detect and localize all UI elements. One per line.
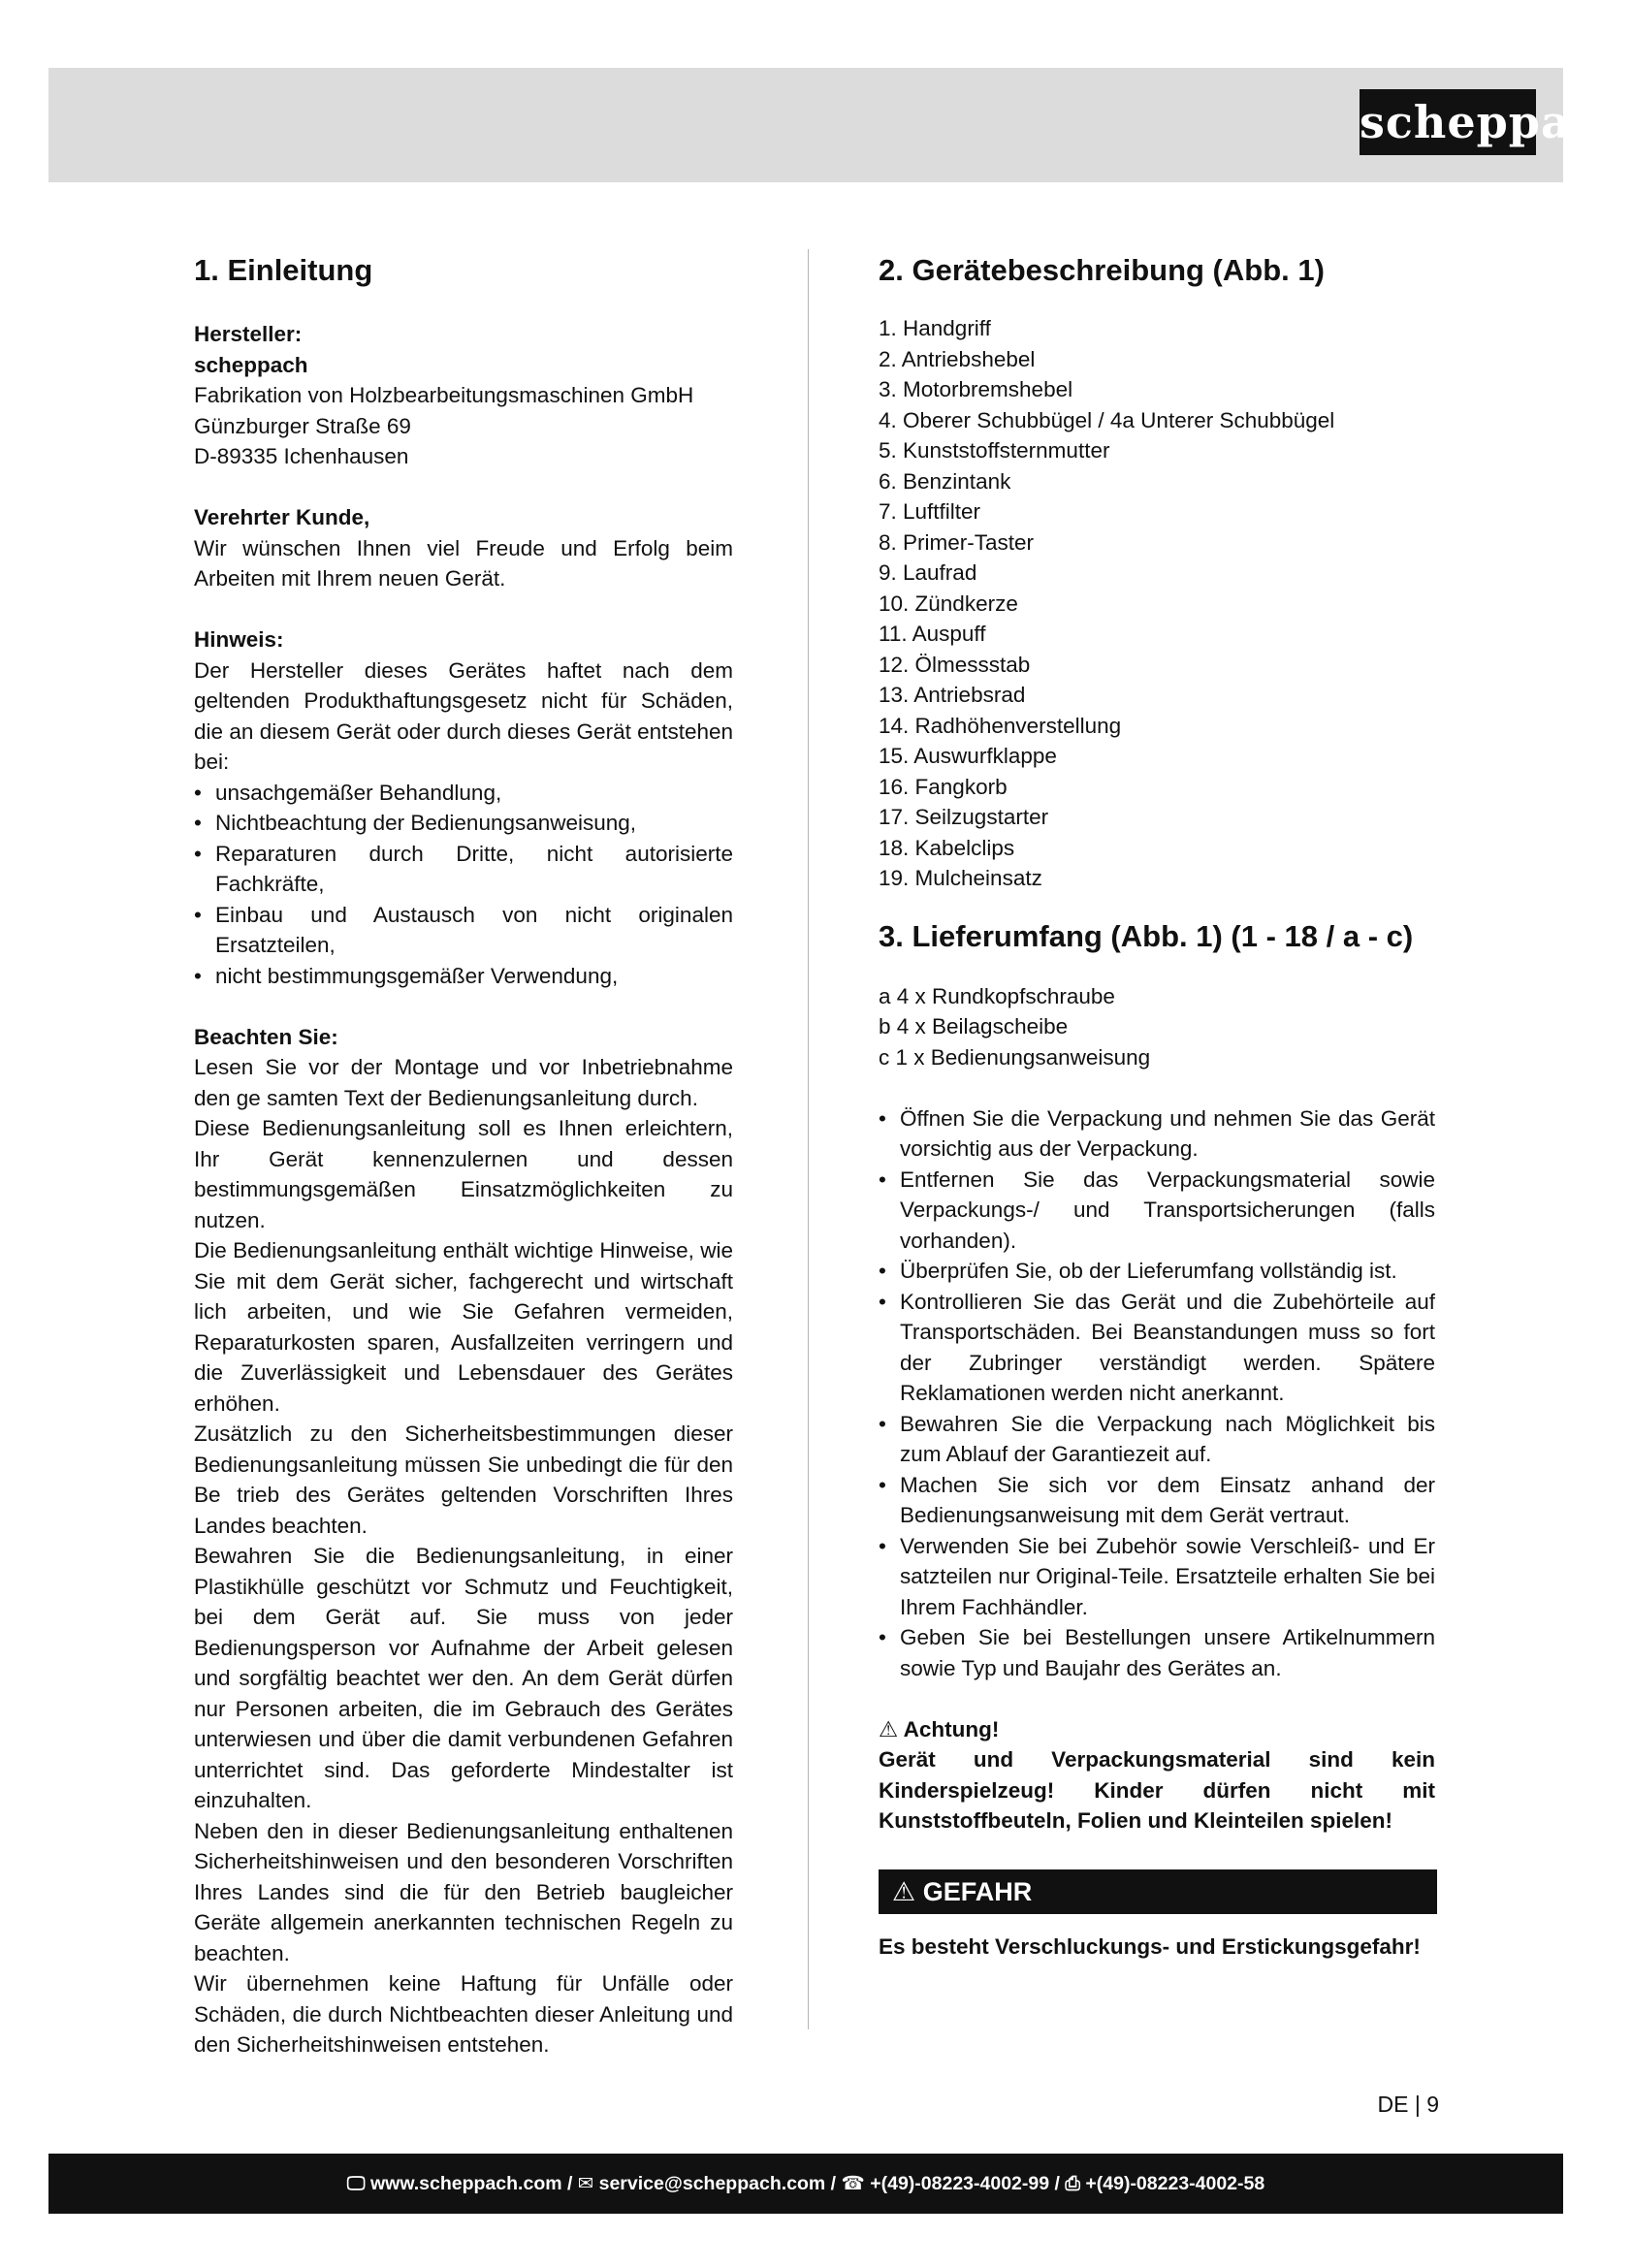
list-item: 13. Antriebsrad — [879, 683, 1026, 707]
note-label: Hinweis: — [194, 627, 284, 652]
note-text: Der Hersteller dieses Gerätes haftet nach dem geltenden Produkthaftungsgesetz nicht für Schäden, die an diesem Gerät oder durch dieses Gerät entstehen bei: — [194, 657, 733, 774]
address-line: Fabrikation von Holzbearbeitungsmaschinen GmbH — [194, 383, 694, 407]
section-heading-device-description: 2. Gerätebeschreibung (Abb. 1) — [879, 253, 1325, 287]
website-link[interactable]: www.scheppach.com — [369, 2173, 562, 2194]
list-item: 7. Luftfilter — [879, 499, 981, 524]
list-item: 6. Benzintank — [879, 468, 1011, 494]
section-heading-introduction: 1. Einleitung — [194, 253, 373, 287]
parts-list — [879, 313, 1435, 894]
page-number: DE | 9 — [1377, 2092, 1439, 2117]
list-item: 4. Oberer Schubbügel / 4a Unterer Schubbügel — [879, 407, 1335, 432]
list-item: 1. Handgriff — [879, 316, 991, 340]
manufacturer-name: scheppach — [194, 352, 308, 377]
list-item: 11. Auspuff — [879, 622, 986, 646]
manufacturer-label: Hersteller: — [194, 322, 303, 346]
footer-band: 🖵 www.scheppach.com / ✉ service@scheppach.com / ☎ +(49)-08223-4002-99 / ⎙ +(49)-08223-4002-58 — [48, 2154, 1563, 2214]
list-item: • nicht bestimmungsgemäßer Verwendung, — [194, 961, 733, 992]
list-item: 9. Laufrad — [879, 560, 977, 585]
list-item: • Reparaturen durch Dritte, nicht autorisierte Fachkräfte, — [194, 839, 733, 900]
phone-icon: ☎ — [841, 2173, 871, 2194]
address-line: D-89335 Ichenhausen — [194, 444, 409, 468]
list-item: 19. Mulcheinsatz — [879, 866, 1042, 890]
list-item: 18. Kabelclips — [879, 835, 1015, 860]
list-item: • unsachgemäßer Behandlung, — [194, 778, 733, 809]
scope-list — [879, 981, 1435, 1073]
list-item: • Nichtbeachtung der Bedienungsanweisung, — [194, 808, 733, 839]
mail-icon: ✉ — [577, 2173, 599, 2194]
list-item: • Bewahren Sie die Verpackung nach Möglichkeit bis zum Ablauf der Garantiezeit auf. — [879, 1409, 1435, 1470]
list-item: • Einbau und Austausch von nicht originalen Ersatzteilen, — [194, 900, 733, 961]
list-item: • Öffnen Sie die Verpackung und nehmen Sie das Gerät vorsichtig aus der Verpackung. — [879, 1103, 1435, 1165]
list-item: • Entfernen Sie das Verpackungsmaterial sowie Verpackungs-/ und Transportsicherungen (falls vorhanden). — [879, 1165, 1435, 1257]
list-item: • Überprüfen Sie, ob der Lieferumfang vollständig ist. — [879, 1256, 1435, 1287]
caution-title: ⚠ Achtung! — [879, 1716, 1000, 1741]
caution-text: Gerät und Verpackungsmaterial sind kein Kinderspielzeug! Kinder dürfen nicht mit Kunststoffbeuteln, Folien und Kleinteilen spielen! — [879, 1747, 1435, 1833]
dear-customer-text: Wir wünschen Ihnen viel Freude und Erfolg beim Arbeiten mit Ihrem neuen Gerät. — [194, 535, 733, 591]
dear-customer-label: Verehrter Kunde, — [194, 505, 370, 529]
observe-label: Beachten Sie: — [194, 1024, 338, 1049]
left-column — [194, 247, 733, 2060]
list-item: c 1 x Bedienungsanweisung — [879, 1044, 1151, 1070]
header-band — [48, 68, 1632, 182]
section-heading-scope-of-delivery: 3. Lieferumfang (Abb. 1) (1 - 18 / a - c) — [879, 918, 1414, 953]
address-line: Günzburger Straße 69 — [194, 413, 411, 438]
list-item: • Kontrollieren Sie das Gerät und die Zubehörteile auf Transportschäden. Bei Beanstandungen muss so fort der Zubringer verständigt werden. Spätere Reklamationen werden nicht anerkannt. — [879, 1287, 1435, 1409]
list-item: 10. Zündkerze — [879, 591, 1018, 616]
fax-icon: ⎙ — [1065, 2173, 1086, 2194]
list-item: 17. Seilzugstarter — [879, 805, 1049, 829]
list-item: a 4 x Rundkopfschraube — [879, 983, 1115, 1008]
observe-paragraph: Lesen Sie vor der Montage und vor Inbetriebnahme den ge samten Text der Bedienungsanleitung durch. — [194, 1055, 733, 1110]
monitor-icon: 🖵 — [346, 2173, 370, 2194]
note-bullet-list — [194, 778, 733, 992]
brand-logo: scheppach — [1360, 89, 1536, 155]
list-item: 16. Fangkorb — [879, 774, 1008, 799]
list-item: • Machen Sie sich vor dem Einsatz anhand der Bedienungsanweisung mit dem Gerät vertraut. — [879, 1470, 1435, 1531]
list-item: 12. Ölmessstab — [879, 652, 1031, 677]
observe-paragraph: Zusätzlich zu den Sicherheitsbestimmungen dieser Bedienungsanleitung müssen Sie unbedingt die für den Be trieb des Gerätes geltenden Vorschriften Ihres Landes beachten. — [194, 1421, 733, 1538]
observe-paragraph: Wir übernehmen keine Haftung für Unfälle oder Schäden, die durch Nichtbeachten dieser Anleitung und den Sicherheitshinweisen entstehen. — [194, 1971, 733, 2057]
column-divider — [808, 249, 809, 2029]
list-item: 3. Motorbremshebel — [879, 377, 1073, 401]
danger-text: Es besteht Verschluckungs- und Erstickungsgefahr! — [879, 1933, 1421, 1959]
email-link[interactable]: service@scheppach.com — [598, 2173, 826, 2194]
scope-bullet-list — [879, 1103, 1435, 1684]
danger-banner: ⚠ GEFAHR — [879, 1869, 1437, 1914]
list-item: 15. Auswurfklappe — [879, 744, 1057, 768]
phone-number: +(49)-08223-4002-99 — [870, 2173, 1050, 2194]
list-item: 14. Radhöhenverstellung — [879, 713, 1122, 738]
list-item: 2. Antriebshebel — [879, 346, 1036, 371]
fax-number: +(49)-08223-4002-58 — [1085, 2173, 1265, 2194]
list-item: b 4 x Beilagscheibe — [879, 1014, 1069, 1038]
list-item: • Verwenden Sie bei Zubehör sowie Verschleiß- und Er satzteilen nur Original-Teile. Ersatzteile erhalten Sie bei Ihrem Fachhändler. — [879, 1531, 1435, 1623]
observe-paragraph: Diese Bedienungsanleitung soll es Ihnen erleichtern, Ihr Gerät kennenzulernen und dessen bestimmungsgemäßen Einsatzmöglichkeiten zu nutzen. — [194, 1116, 733, 1232]
right-column — [879, 247, 1435, 1962]
observe-paragraph: Bewahren Sie die Bedienungsanleitung, in einer Plastikhülle geschützt vor Schmutz und Feuchtigkeit, bei dem Gerät auf. Sie muss von jeder Bedienungsperson vor Aufnahme der Arbeit gelesen und sorgfältig beachtet wer den. An dem Gerät dürfen nur Personen arbeiten, die im Gebrauch des Gerätes unterwiesen und über die damit verbundenen Gefahren unterrichtet sind. Das geforderte Mindestalter ist einzuhalten. — [194, 1544, 733, 1812]
list-item: • Geben Sie bei Bestellungen unsere Artikelnummern sowie Typ und Baujahr des Gerätes an. — [879, 1622, 1435, 1683]
observe-paragraph: Die Bedienungsanleitung enthält wichtige Hinweise, wie Sie mit dem Gerät sicher, fachgerecht und wirtschaft lich arbeiten, und wie Sie Gefahren vermeiden, Reparaturkosten sparen, Ausfallzeiten verringern und die Zuverlässigkeit und Lebensdauer des Gerätes erhöhen. — [194, 1238, 733, 1416]
observe-paragraph: Neben den in dieser Bedienungsanleitung enthaltenen Sicherheitshinweisen und den besonderen Vorschriften Ihres Landes sind die für den Betrieb baugleicher Geräte allgemein anerkannten technischen Regeln zu beachten. — [194, 1818, 733, 1965]
list-item: 5. Kunststoffsternmutter — [879, 438, 1110, 463]
list-item: 8. Primer-Taster — [879, 529, 1035, 555]
